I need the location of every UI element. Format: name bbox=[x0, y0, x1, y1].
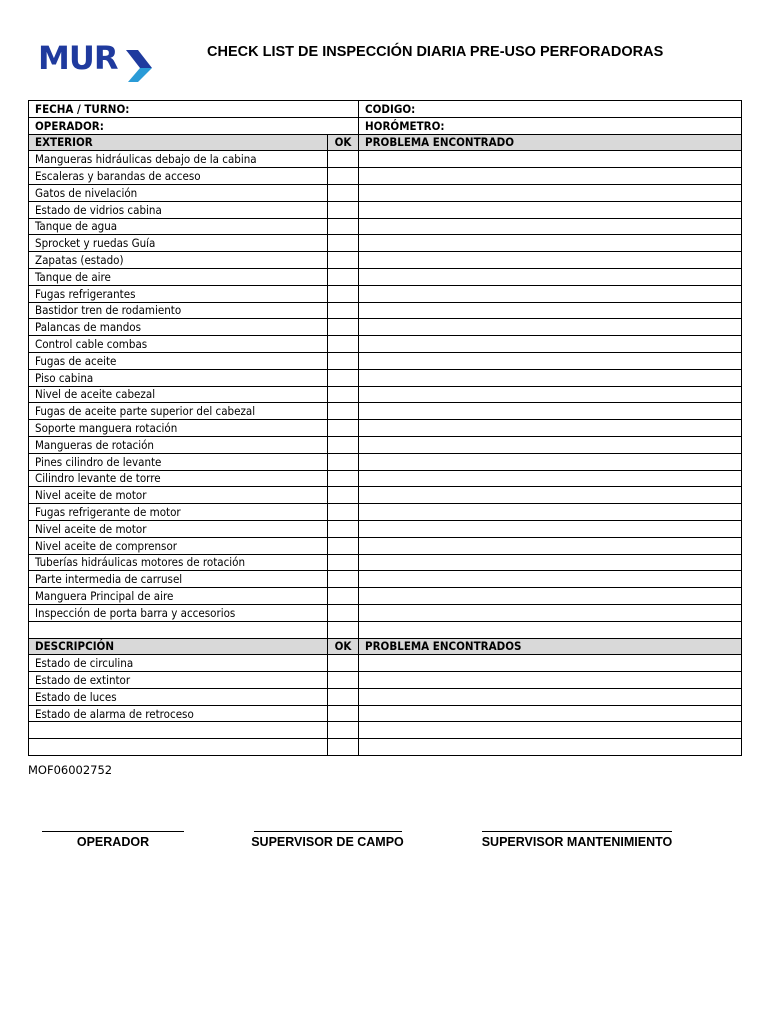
item-label: Estado de circulina bbox=[29, 655, 328, 672]
problem-field[interactable] bbox=[359, 504, 742, 521]
item-label: Sprocket y ruedas Guía bbox=[29, 235, 328, 252]
horometro-label: HORÓMETRO: bbox=[365, 118, 445, 133]
item-label: Fugas de aceite bbox=[29, 352, 328, 369]
column-header-ok: OK bbox=[328, 638, 359, 655]
ok-checkbox-cell[interactable] bbox=[328, 688, 359, 705]
problem-field[interactable] bbox=[359, 403, 742, 420]
item-label: Nivel aceite de motor bbox=[29, 487, 328, 504]
problem-field[interactable] bbox=[359, 604, 742, 621]
ok-checkbox-cell[interactable] bbox=[328, 319, 359, 336]
checklist-row bbox=[29, 621, 742, 638]
item-label: Estado de luces bbox=[29, 688, 328, 705]
checklist-row bbox=[29, 453, 742, 470]
ok-checkbox-cell[interactable] bbox=[328, 218, 359, 235]
checklist-row bbox=[29, 504, 742, 521]
checklist-row bbox=[29, 218, 742, 235]
problem-field[interactable] bbox=[359, 554, 742, 571]
item-label: Estado de vidrios cabina bbox=[29, 201, 328, 218]
checklist-row bbox=[29, 268, 742, 285]
problem-field[interactable] bbox=[359, 688, 742, 705]
signature-supervisor-campo bbox=[250, 822, 405, 849]
ok-checkbox-cell[interactable] bbox=[328, 168, 359, 185]
ok-checkbox-cell[interactable] bbox=[328, 386, 359, 403]
item-label bbox=[29, 739, 328, 756]
problem-field[interactable] bbox=[359, 722, 742, 739]
problem-field[interactable] bbox=[359, 420, 742, 437]
column-header-ok: OK bbox=[328, 134, 359, 151]
problem-field[interactable] bbox=[359, 168, 742, 185]
column-header-problema: PROBLEMA ENCONTRADOS bbox=[359, 638, 742, 655]
checklist-row bbox=[29, 672, 742, 689]
checklist-row bbox=[29, 184, 742, 201]
item-label: Cilindro levante de torre bbox=[29, 470, 328, 487]
ok-checkbox-cell[interactable] bbox=[328, 537, 359, 554]
checklist-row bbox=[29, 571, 742, 588]
checklist-row bbox=[29, 487, 742, 504]
checklist-row bbox=[29, 386, 742, 403]
checklist-row bbox=[29, 369, 742, 386]
signature-line[interactable] bbox=[482, 822, 672, 832]
problem-field[interactable] bbox=[359, 705, 742, 722]
checklist-row bbox=[29, 436, 742, 453]
document-code: MOF06002752 bbox=[28, 763, 113, 777]
item-label: Escaleras y barandas de acceso bbox=[29, 168, 328, 185]
item-label: Gatos de nivelación bbox=[29, 184, 328, 201]
section-header-descripcion bbox=[29, 638, 742, 655]
ok-checkbox-cell[interactable] bbox=[328, 705, 359, 722]
signature-line[interactable] bbox=[42, 822, 184, 832]
signature-label: SUPERVISOR DE CAMPO bbox=[251, 835, 404, 849]
signature-operador bbox=[38, 822, 188, 849]
item-label: Tuberías hidráulicas motores de rotación bbox=[29, 554, 328, 571]
operador-label: OPERADOR: bbox=[35, 118, 104, 133]
codigo-field[interactable] bbox=[359, 101, 742, 118]
ok-checkbox-cell[interactable] bbox=[328, 672, 359, 689]
item-label: Estado de alarma de retroceso bbox=[29, 705, 328, 722]
signature-label: OPERADOR bbox=[76, 835, 150, 849]
section-header-exterior bbox=[29, 134, 742, 151]
item-label: Fugas de aceite parte superior del cabezal bbox=[29, 403, 328, 420]
ok-checkbox-cell[interactable] bbox=[328, 588, 359, 605]
ok-checkbox-cell[interactable] bbox=[328, 571, 359, 588]
item-label: Fugas refrigerantes bbox=[29, 285, 328, 302]
item-label: Mangueras de rotación bbox=[29, 436, 328, 453]
ok-checkbox-cell[interactable] bbox=[328, 604, 359, 621]
item-label: Bastidor tren de rodamiento bbox=[29, 302, 328, 319]
item-label: Parte intermedia de carrusel bbox=[29, 571, 328, 588]
checklist-row bbox=[29, 252, 742, 269]
item-label: Mangueras hidráulicas debajo de la cabina bbox=[29, 151, 328, 168]
ok-checkbox-cell[interactable] bbox=[328, 268, 359, 285]
checklist-row bbox=[29, 201, 742, 218]
ok-checkbox-cell[interactable] bbox=[328, 302, 359, 319]
ok-checkbox-cell[interactable] bbox=[328, 252, 359, 269]
meta-row-fecha bbox=[29, 101, 742, 118]
signature-supervisor-mantenimiento bbox=[478, 822, 676, 849]
item-label: Manguera Principal de aire bbox=[29, 588, 328, 605]
checklist-row bbox=[29, 302, 742, 319]
checklist-row bbox=[29, 688, 742, 705]
ok-checkbox-cell[interactable] bbox=[328, 621, 359, 638]
checklist-row bbox=[29, 168, 742, 185]
problem-field[interactable] bbox=[359, 470, 742, 487]
ok-checkbox-cell[interactable] bbox=[328, 520, 359, 537]
problem-field[interactable] bbox=[359, 252, 742, 269]
signature-line[interactable] bbox=[254, 822, 402, 832]
fecha-turno-label: FECHA / TURNO: bbox=[35, 101, 130, 116]
codigo-label: CODIGO: bbox=[365, 101, 416, 116]
document-title: CHECK LIST DE INSPECCIÓN DIARIA PRE-USO PERFORADORAS bbox=[207, 44, 664, 60]
problem-field[interactable] bbox=[359, 453, 742, 470]
horometro-field[interactable] bbox=[359, 117, 742, 134]
item-label: Palancas de mandos bbox=[29, 319, 328, 336]
signature-label: SUPERVISOR MANTENIMIENTO bbox=[481, 835, 673, 849]
checklist-row bbox=[29, 420, 742, 437]
column-header-item: DESCRIPCIÓN bbox=[29, 638, 328, 655]
column-header-problema: PROBLEMA ENCONTRADO bbox=[359, 134, 742, 151]
problem-field[interactable] bbox=[359, 218, 742, 235]
problem-field[interactable] bbox=[359, 487, 742, 504]
item-label: Pines cilindro de levante bbox=[29, 453, 328, 470]
ok-checkbox-cell[interactable] bbox=[328, 739, 359, 756]
problem-field[interactable] bbox=[359, 235, 742, 252]
checklist-row bbox=[29, 588, 742, 605]
checklist-row bbox=[29, 285, 742, 302]
item-label: Estado de extintor bbox=[29, 672, 328, 689]
problem-field[interactable] bbox=[359, 268, 742, 285]
item-label bbox=[29, 621, 328, 638]
item-label: Soporte manguera rotación bbox=[29, 420, 328, 437]
ok-checkbox-cell[interactable] bbox=[328, 201, 359, 218]
ok-checkbox-cell[interactable] bbox=[328, 554, 359, 571]
operador-field[interactable] bbox=[29, 117, 359, 134]
checklist-row bbox=[29, 470, 742, 487]
ok-checkbox-cell[interactable] bbox=[328, 151, 359, 168]
checklist-row bbox=[29, 403, 742, 420]
item-label: Fugas refrigerante de motor bbox=[29, 504, 328, 521]
checklist-row bbox=[29, 739, 742, 756]
problem-field[interactable] bbox=[359, 537, 742, 554]
checklist-row bbox=[29, 235, 742, 252]
ok-checkbox-cell[interactable] bbox=[328, 235, 359, 252]
problem-field[interactable] bbox=[359, 672, 742, 689]
checklist-row bbox=[29, 352, 742, 369]
item-label: Zapatas (estado) bbox=[29, 252, 328, 269]
ok-checkbox-cell[interactable] bbox=[328, 403, 359, 420]
problem-field[interactable] bbox=[359, 302, 742, 319]
company-logo bbox=[38, 40, 158, 84]
checklist-row bbox=[29, 554, 742, 571]
ok-checkbox-cell[interactable] bbox=[328, 487, 359, 504]
checklist-row bbox=[29, 705, 742, 722]
problem-field[interactable] bbox=[359, 520, 742, 537]
logo-text: MUR bbox=[38, 39, 118, 77]
item-label: Tanque de aire bbox=[29, 268, 328, 285]
ok-checkbox-cell[interactable] bbox=[328, 470, 359, 487]
inspection-table bbox=[28, 100, 742, 756]
problem-field[interactable] bbox=[359, 655, 742, 672]
problem-field[interactable] bbox=[359, 436, 742, 453]
item-label: Nivel aceite de motor bbox=[29, 520, 328, 537]
ok-checkbox-cell[interactable] bbox=[328, 436, 359, 453]
ok-checkbox-cell[interactable] bbox=[328, 369, 359, 386]
checklist-row bbox=[29, 604, 742, 621]
ok-checkbox-cell[interactable] bbox=[328, 420, 359, 437]
item-label: Piso cabina bbox=[29, 369, 328, 386]
item-label: Control cable combas bbox=[29, 336, 328, 353]
ok-checkbox-cell[interactable] bbox=[328, 504, 359, 521]
problem-field[interactable] bbox=[359, 151, 742, 168]
problem-field[interactable] bbox=[359, 369, 742, 386]
problem-field[interactable] bbox=[359, 386, 742, 403]
checklist-row bbox=[29, 151, 742, 168]
problem-field[interactable] bbox=[359, 285, 742, 302]
problem-field[interactable] bbox=[359, 571, 742, 588]
problem-field[interactable] bbox=[359, 352, 742, 369]
ok-checkbox-cell[interactable] bbox=[328, 655, 359, 672]
item-label: Inspección de porta barra y accesorios bbox=[29, 604, 328, 621]
problem-field[interactable] bbox=[359, 588, 742, 605]
ok-checkbox-cell[interactable] bbox=[328, 722, 359, 739]
item-label: Nivel de aceite cabezal bbox=[29, 386, 328, 403]
ok-checkbox-cell[interactable] bbox=[328, 352, 359, 369]
problem-field[interactable] bbox=[359, 621, 742, 638]
ok-checkbox-cell[interactable] bbox=[328, 336, 359, 353]
ok-checkbox-cell[interactable] bbox=[328, 285, 359, 302]
checklist-row bbox=[29, 319, 742, 336]
item-label: Tanque de agua bbox=[29, 218, 328, 235]
problem-field[interactable] bbox=[359, 336, 742, 353]
ok-checkbox-cell[interactable] bbox=[328, 184, 359, 201]
problem-field[interactable] bbox=[359, 201, 742, 218]
logo-arrow-icon bbox=[124, 44, 154, 84]
problem-field[interactable] bbox=[359, 319, 742, 336]
checklist-row bbox=[29, 722, 742, 739]
meta-row-operador bbox=[29, 117, 742, 134]
checklist-row bbox=[29, 655, 742, 672]
checklist-row bbox=[29, 537, 742, 554]
fecha-turno-field[interactable] bbox=[29, 101, 359, 118]
problem-field[interactable] bbox=[359, 739, 742, 756]
column-header-item: EXTERIOR bbox=[29, 134, 328, 151]
item-label bbox=[29, 722, 328, 739]
item-label: Nivel aceite de comprensor bbox=[29, 537, 328, 554]
ok-checkbox-cell[interactable] bbox=[328, 453, 359, 470]
problem-field[interactable] bbox=[359, 184, 742, 201]
checklist-row bbox=[29, 520, 742, 537]
checklist-row bbox=[29, 336, 742, 353]
